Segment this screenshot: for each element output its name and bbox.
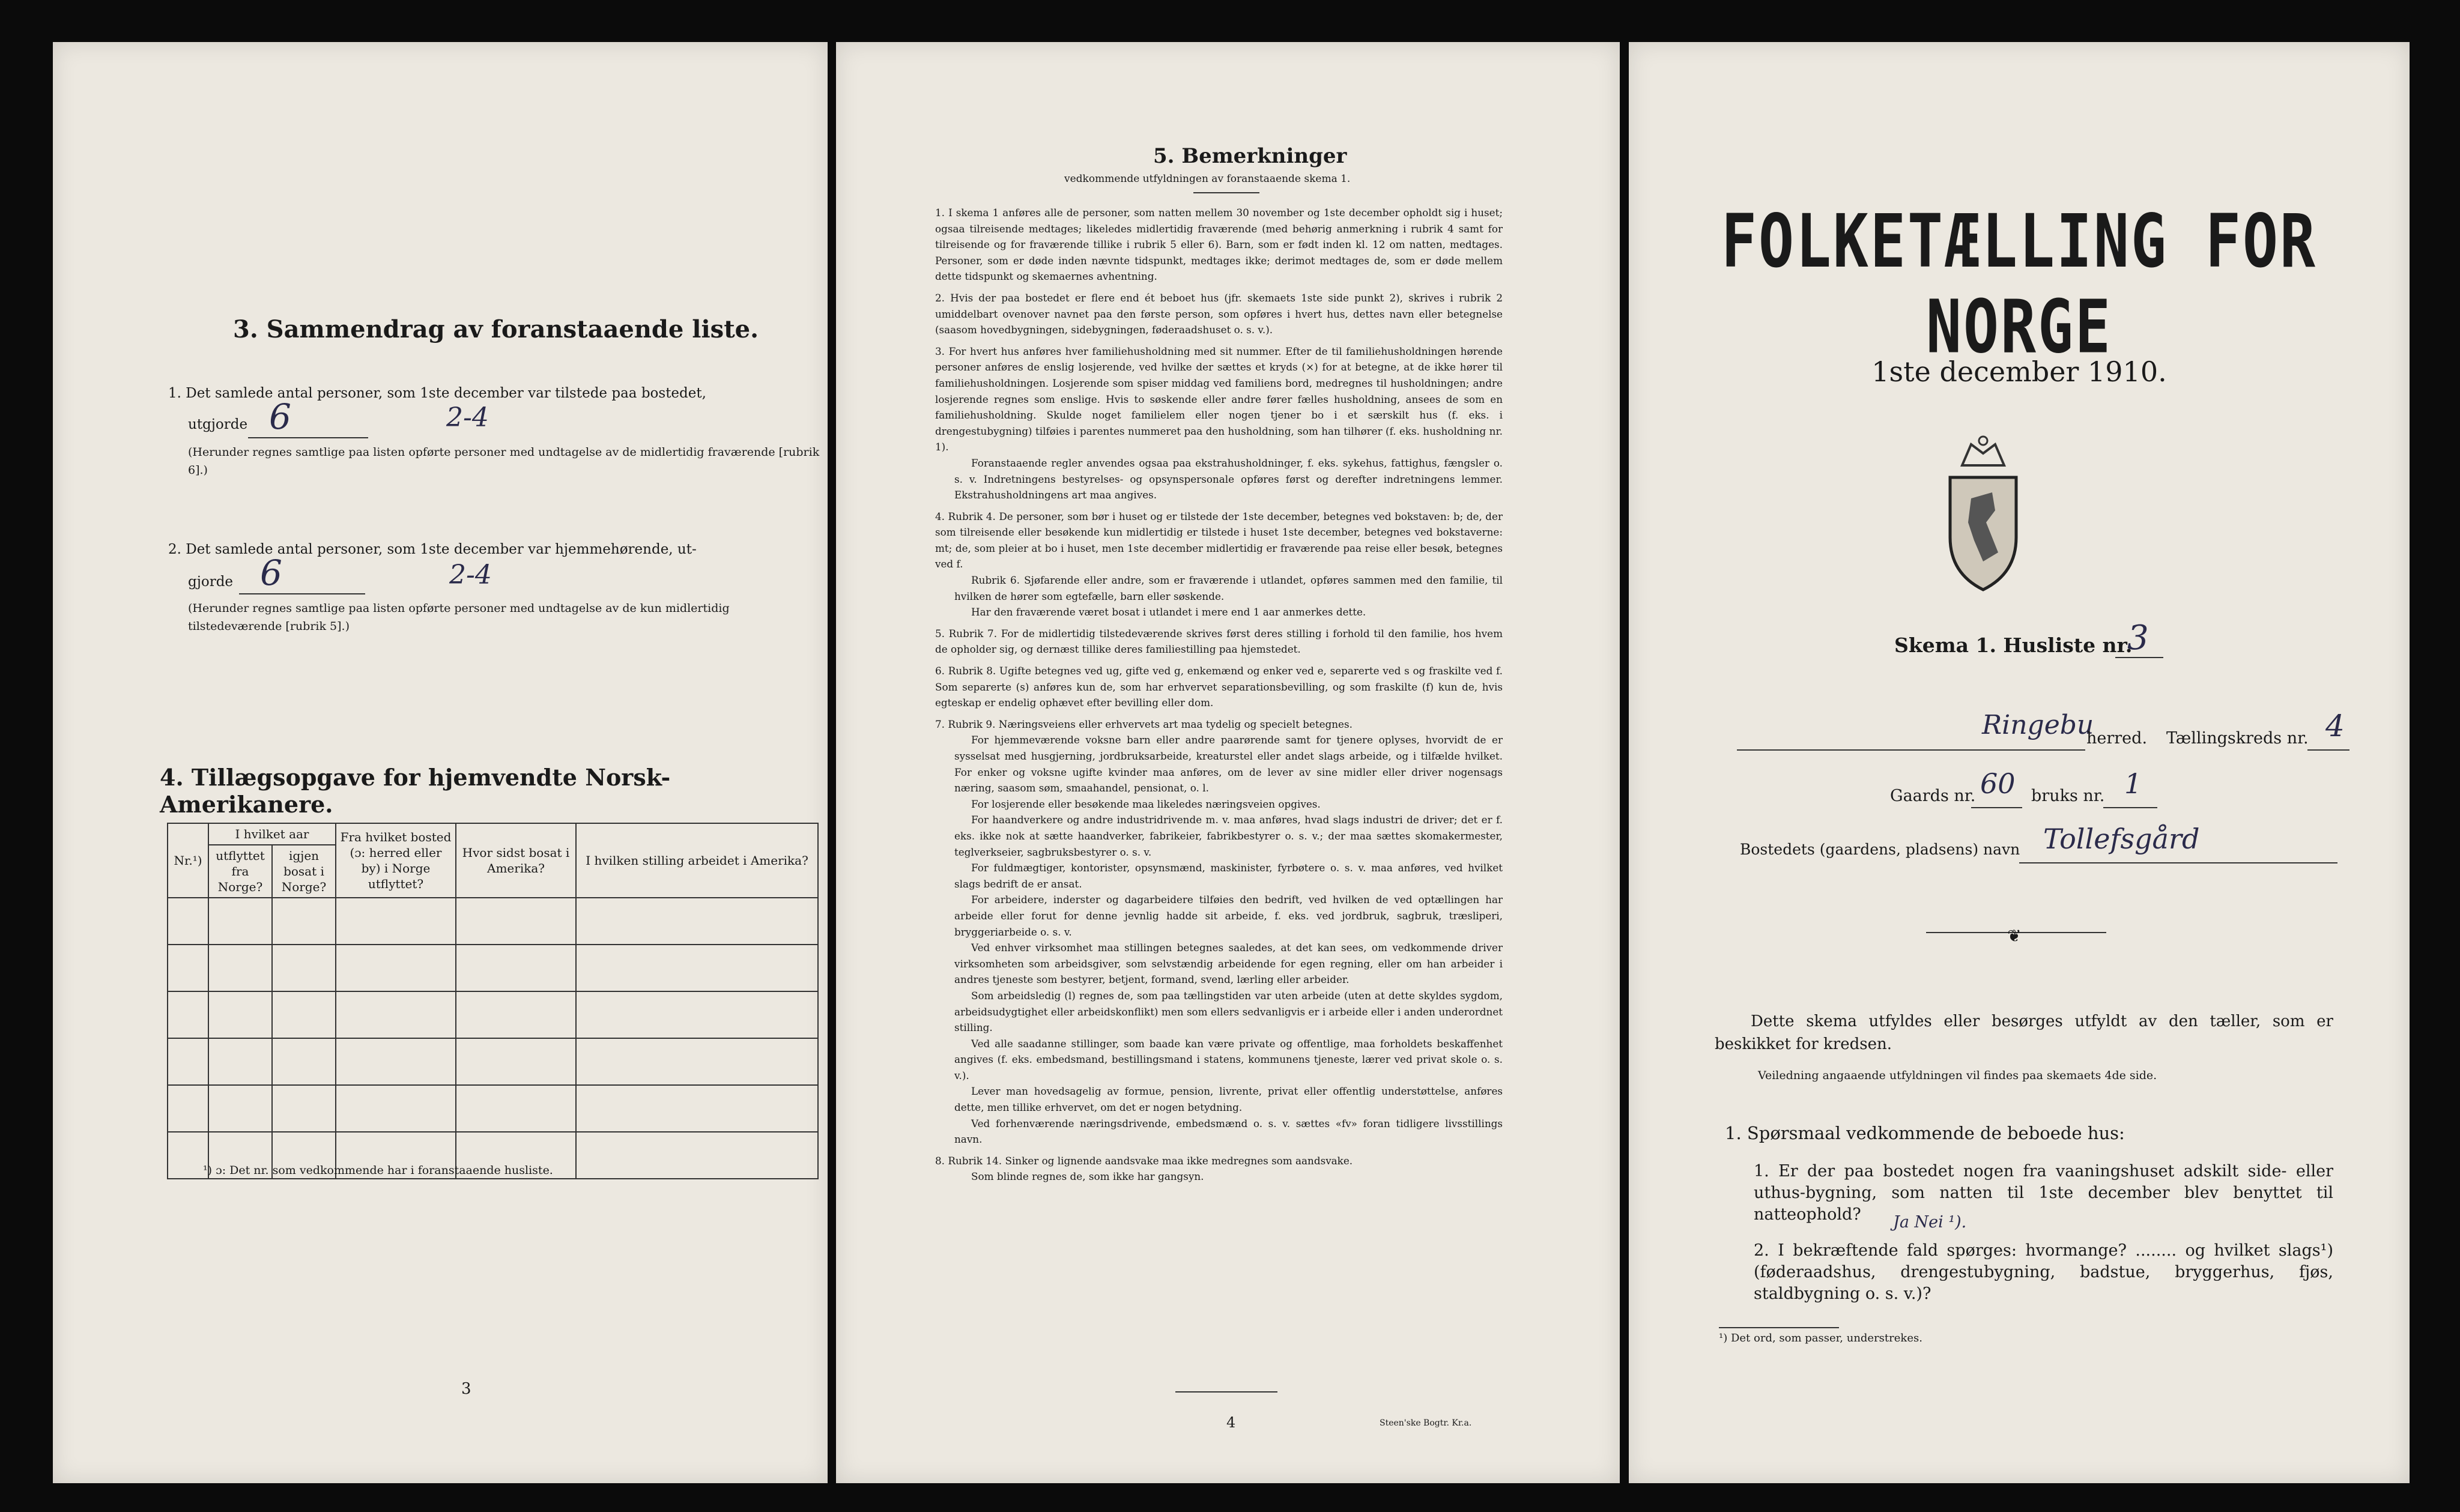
remark-paragraph: 2. Hvis der paa bostedet er flere end ét beboet hus (jfr. skemaets 1ste side punkt 2), skrives i rubrik 2 umiddelbart ovenover navnet paa den første person, som opføres i hvert hus, dettes navn eller betegnelse (saasom hovedbygningen, sidebygningen, føderaadshuset o. s. v.). [935, 291, 1503, 336]
coat-of-arms-icon [1938, 432, 2028, 594]
item-1-line [248, 437, 368, 438]
section-4-title: 4. Tillægsopgave for hjemvendte Norsk-Amerikanere. [160, 764, 671, 818]
herred-line [1737, 749, 2085, 751]
question-1: 1. Er der paa bostedet nogen fra vaaningshuset adskilt side- eller uthus-bygning, som natten til 1ste december blev benyttet til natteophold? [1754, 1162, 2333, 1224]
col-bosted: Fra hvilket bosted (ɔ: herred eller by) i Norge utflyttet? [336, 823, 456, 898]
question-1-answer: Ja Nei ¹). [1893, 1213, 1967, 1232]
question-2: 2. I bekræftende fald spørges: hvormange? ........ og hvilket slags¹) (føderaadshus, drengestubygning, badstue, bryggerhus, fjøs, staldbygning o. s. v.)? [1754, 1241, 2333, 1303]
item-2-text: 2. Det samlede antal personer, som 1ste december var hjemmehørende, ut- [168, 542, 697, 557]
col-nr: Nr.¹) [168, 823, 208, 898]
remark-paragraph: For arbeidere, inderster og dagarbeidere tilføies den bedrift, ved hvilken de ved optællingen har arbeide eller forut for denne jevnlig hadde sit arbeide, f. eks. ved jordbruk, sagbruk, træsliperi, bryggeriarbeide o. s. v. [954, 894, 1503, 938]
right-footnote: ¹) Det ord, som passer, understrekes. [1719, 1332, 1922, 1344]
remark-paragraph: For fuldmægtiger, kontorister, opsynsmænd, maskinister, fyrbøtere o. s. v. maa anføres, ved hvilket slags bedrift de er ansat. [954, 862, 1503, 890]
item-2-value: 6 [260, 552, 282, 593]
item-1-prefix: utgjorde [188, 417, 248, 432]
item-1-value: 6 [269, 396, 291, 437]
herred-label: herred. [2086, 729, 2148, 748]
remark-paragraph: 1. I skema 1 anføres alle de personer, som natten mellem 30 november og 1ste december opholdt sig i huset; ogsaa tilreisende medtages; likeledes midlertidig fraværende (med behørig anmerkning i rubrik 4 samt for tilreisende og for fraværende tillike i rubrik 5 eller 6). Barn, som er født inden kl. 12 om natten, medtages. Personer, som er døde inden nævnte tidspunkt, medtages ikke; derimot medtages de, som er døde mellem dette tidspunkt og skemaernes avhentning. [935, 207, 1503, 283]
census-date: 1ste december 1910. [1871, 355, 2167, 388]
bosted-line [2019, 862, 2337, 863]
kreds-line [2307, 749, 2349, 751]
item-1-extra: 2-4 [446, 402, 489, 433]
question-heading: 1. Spørsmaal vedkommende de beboede hus: [1725, 1123, 2125, 1143]
remark-paragraph: 8. Rubrik 14. Sinker og lignende aandsvake maa ikke medregnes som aandsvake. [935, 1154, 1353, 1167]
right-page [1629, 42, 2410, 1483]
gaards-value: 60 [1980, 767, 2016, 800]
kreds-value: 4 [2325, 709, 2345, 743]
ornament-icon: ❦ [2007, 926, 2022, 946]
kreds-label: Tællingskreds nr. [2166, 729, 2309, 748]
remark-paragraph: For losjerende eller besøkende maa likeledes næringsveien opgives. [971, 797, 1321, 810]
remark-paragraph: Ved enhver virksomhet maa stillingen betegnes saaledes, at det kan sees, om vedkommende driver virksomheten som arbeidsgiver, som selvstændig arbeidende for egen regning, eller om han arbeider i andres tjeneste som bestyrer, betjent, formand, svend, lærling eller arbeider. [954, 942, 1503, 986]
remark-paragraph: For hjemmeværende voksne barn eller andre paarørende samt for tjenere oplyses, hvorvidt de er sysselsat med husgjerning, jordbruksarbeide, kreaturstel eller andet slags arbeide, og i tilfælde hvilket. For enker og voksne ugifte kvinder maa anføres, om de lever av sine midler eller driver nogensags næring, saasom søm, smaahandel, pensionat, o. l. [954, 734, 1503, 794]
item-1-text: 1. Det samlede antal personer, som 1ste december var tilstede paa bostedet, [168, 386, 706, 401]
remarks-body [935, 199, 1503, 1185]
section-3-title: 3. Sammendrag av foranstaaende liste. [233, 315, 759, 343]
left-page-number: 3 [461, 1380, 471, 1398]
remarks-subheading: vedkommende utfyldningen av foranstaaende skema 1. [1064, 173, 1351, 185]
remark-paragraph: 4. Rubrik 4. De personer, som bør i huset og er tilstede der 1ste december, betegnes ved bokstaven: b; de, der som tilreisende eller besøkende kun midlertidig er tilstede i huset 1ste december, betegnes ved bokstaverne: mt; de, som pleier at bo i huset, men 1ste december midlertidig er fraværende paa reise eller besøk, betegnes ved f. [935, 510, 1503, 570]
remark-paragraph: Har den fraværende været bosat i utlandet i mere end 1 aar anmerkes dette. [971, 606, 1366, 618]
remark-paragraph: 3. For hvert hus anføres hver familiehusholdning med sit nummer. Efter de til familiehusholdningen hørende personer anføres de enslig losjerende, ved hvilke der sættes et kryds (×) for at betegne, at de ikke hører til familiehusholdningen. Losjerende som spiser middag ved familiens bord, medregnes til husholdningen; andre losjerende regnes som enslige. Hvis to søskende eller andre fører fælles husholdning, ansees de som en familiehusholdning. Skulde noget familielem eller nogen tjener bo i et særskilt hus (f. eks. i drengestubygning) tilføies i parentes nummeret paa den husholdning, som han tilhører (f. eks. husholdning nr. 1). [935, 345, 1503, 453]
remark-paragraph: Ved alle saadanne stillinger, som baade kan være private og offentlige, maa forholdets beskaffenhet angives (f. eks. embedsmand, bestillingsmand i statens, kommunens tjeneste, lærer ved privat skole o. s. v.). [954, 1037, 1503, 1081]
remark-paragraph: Lever man hovedsagelig av formue, pension, livrente, privat eller offentlig understøttelse, anføres dette, men tillike erhvervet, om det er nogen betydning. [954, 1085, 1503, 1114]
item-2-extra: 2-4 [449, 560, 492, 590]
item-2-prefix: gjorde [188, 574, 234, 590]
skema-label: Skema 1. Husliste nr. [1894, 634, 2133, 657]
left-page [53, 42, 828, 1483]
middle-page-number: 4 [1226, 1414, 1236, 1431]
col-utflyttet: utflyttet fra Norge? [208, 845, 272, 898]
middle-page [836, 42, 1620, 1483]
col-stilling: I hvilken stilling arbeidet i Amerika? [576, 823, 818, 898]
veiledning-text: Veiledning angaaende utfyldningen vil findes paa skemaets 4de side. [1758, 1069, 2157, 1082]
norsk-amerikanere-table [167, 823, 819, 1179]
husliste-nr: 3 [2127, 618, 2149, 658]
item-2-line [239, 593, 365, 594]
remarks-heading: 5. Bemerkninger [1153, 144, 1347, 168]
remark-paragraph: 5. Rubrik 7. For de midlertidig tilstedeværende skrives først deres stilling i forhold til den familie, hos hvem de opholder sig, og dernæst tillike deres familiestilling paa hjemstedet. [935, 627, 1503, 656]
heading-rule [1193, 192, 1259, 193]
remark-paragraph: Rubrik 6. Sjøfarende eller andre, som er fraværende i utlandet, opføres sammen med den familie, til hvilken de hører som egtefælle, barn eller søskende. [954, 574, 1503, 602]
gaards-label: Gaards nr. [1890, 787, 1976, 805]
col-igjen: igjen bosat i Norge? [272, 845, 336, 898]
herred-value: Ringebu [1982, 710, 2094, 740]
footnote-rule [1719, 1327, 1839, 1328]
printer-mark: Steen'ske Bogtr. Kr.a. [1380, 1418, 1472, 1428]
col-amerika: Hvor sidst bosat i Amerika? [456, 823, 576, 898]
intro-text: Dette skema utfyldes eller besørges utfyldt av den tæller, som er beskikket for kredsen. [1715, 1012, 2333, 1053]
remark-paragraph: Som blinde regnes de, som ikke har gangsyn. [971, 1170, 1204, 1183]
bosted-label: Bostedets (gaardens, pladsens) navn [1740, 841, 2020, 858]
remark-paragraph: Foranstaaende regler anvendes ogsaa paa ekstrahusholdninger, f. eks. sykehus, fattighus, fængsler o. s. v. Indretningens bestyrelses- og opsynspersonale opføres først og derefter indretningens lemmer. Ekstrahusholdningens art maa angives. [954, 456, 1503, 501]
bosted-value: Tollefsgård [2043, 823, 2200, 855]
item-2-note: (Herunder regnes samtlige paa listen opførte personer med undtagelse av de kun midlertidig tilstedeværende [rubrik 5].) [188, 602, 730, 633]
census-title: FOLKETÆLLING FOR NORGE [1721, 199, 2317, 370]
col-group-year: I hvilket aar [208, 823, 336, 845]
bruks-label: bruks nr. [2031, 787, 2105, 805]
bottom-rule [1175, 1391, 1277, 1393]
bruks-value: 1 [2124, 767, 2142, 800]
bruks-line [2103, 807, 2157, 808]
remark-paragraph: Som arbeidsledig (l) regnes de, som paa tællingstiden var uten arbeide (uten at dette skyldes sygdom, arbeidsudygtighet eller arbeidskonflikt) men som ellers sedvanligvis er i arbeide eller i anden underordnet stilling. [954, 989, 1503, 1034]
remark-paragraph: Ved forhenværende næringsdrivende, embedsmænd o. s. v. sættes «fv» foran tidligere livsstillings navn. [954, 1117, 1503, 1146]
gaards-line [1971, 807, 2022, 808]
item-1-note: (Herunder regnes samtlige paa listen opførte personer med undtagelse av de midlertidig fraværende [rubrik 6].) [188, 446, 820, 477]
remark-paragraph: 7. Rubrik 9. Næringsveiens eller erhvervets art maa tydelig og specielt betegnes. [935, 718, 1353, 730]
remark-paragraph: 6. Rubrik 8. Ugifte betegnes ved ug, gifte ved g, enkemænd og enker ved e, separerte ved s og fraskilte ved f. Som separerte (s) anføres kun de, som har erhvervet separationsbevilling, og som fraskilte (f) kun de, hvis egteskap er endelig ophævet efter bevilling eller dom. [935, 665, 1503, 709]
remark-paragraph: For haandverkere og andre industridrivende m. v. maa anføres, hvad slags industri de driver; det er f. eks. ikke nok at sætte haandverker, fabrikeier, fabrikbestyrer o. s. v.; der maa sættes skomakermester, teglverkseier, sagbruksbestyrer o. s. v. [954, 814, 1503, 858]
left-footnote: ¹) ɔ: Det nr. som vedkommende har i foranstaaende husliste. [203, 1164, 553, 1177]
